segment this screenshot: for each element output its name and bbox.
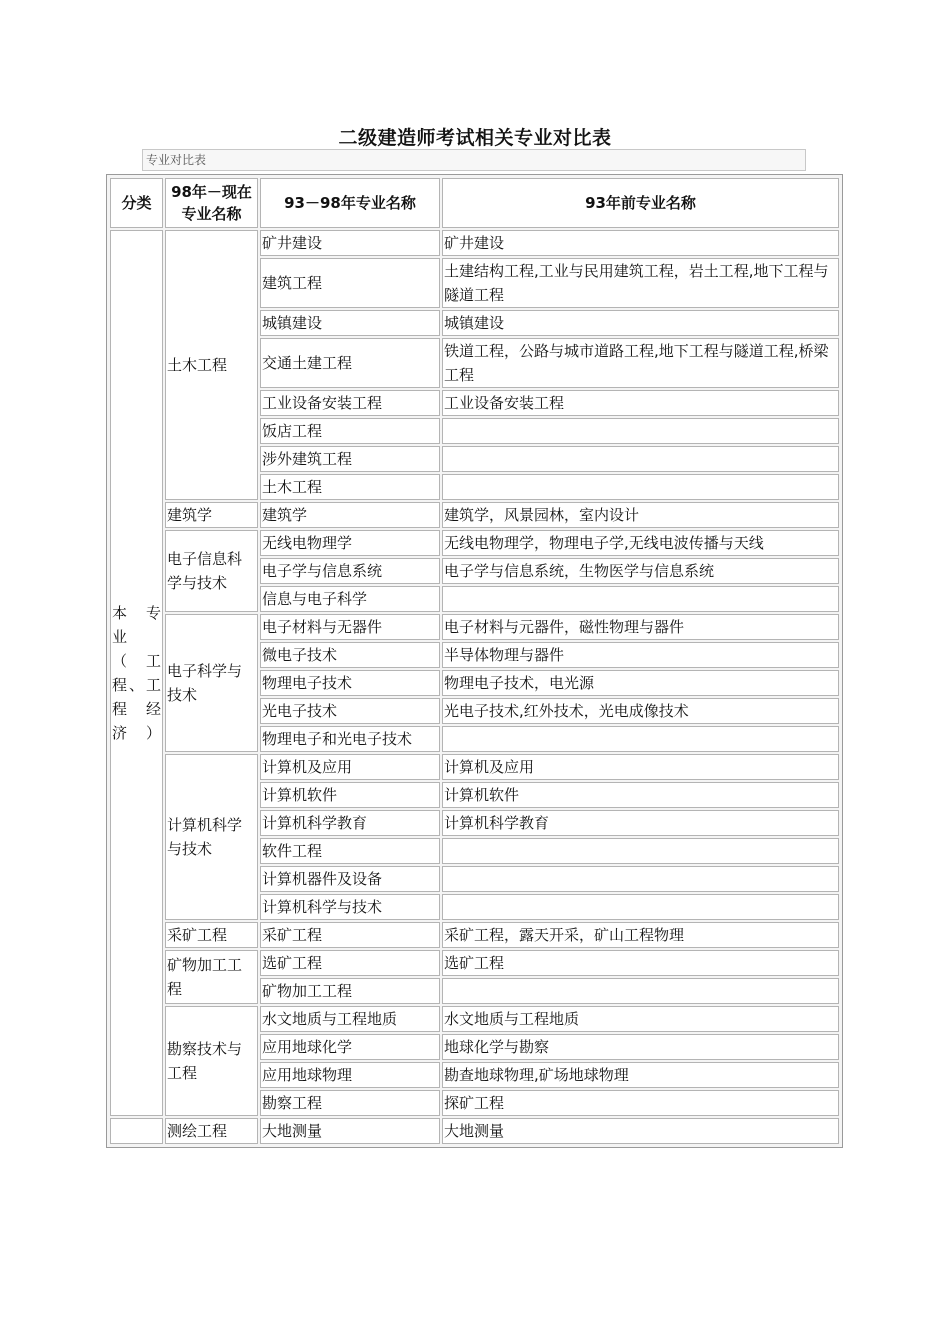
table-row	[110, 502, 839, 528]
pre93-major-cell: 工业设备安装工程	[442, 390, 839, 416]
current-major-cell: 矿物加工工程	[165, 950, 258, 1004]
category-cell	[110, 230, 163, 1116]
pre93-major-cell: 半导体物理与器件	[442, 642, 839, 668]
mid-major-cell: 应用地球化学	[260, 1034, 440, 1060]
pre93-major-cell: 城镇建设	[442, 310, 839, 336]
table-row	[110, 614, 839, 640]
pre93-major-cell: 计算机科学教育	[442, 810, 839, 836]
table-row	[110, 1118, 839, 1144]
mid-major-cell: 信息与电子科学	[260, 586, 440, 612]
mid-major-cell: 计算机科学与技术	[260, 894, 440, 920]
pre93-major-cell: 土建结构工程,工业与民用建筑工程，岩土工程,地下工程与隧道工程	[442, 258, 839, 308]
mid-major-cell: 计算机科学教育	[260, 810, 440, 836]
current-major-cell: 采矿工程	[165, 922, 258, 948]
pre93-major-cell: 铁道工程，公路与城市道路工程,地下工程与隧道工程,桥梁工程	[442, 338, 839, 388]
mid-major-cell: 微电子技术	[260, 642, 440, 668]
table-caption: 专业对比表	[142, 149, 806, 171]
table-row	[110, 1006, 839, 1032]
mid-major-cell: 电子材料与无器件	[260, 614, 440, 640]
pre93-major-cell	[442, 838, 839, 864]
table-row	[110, 230, 839, 256]
mid-major-cell: 电子学与信息系统	[260, 558, 440, 584]
mid-major-cell: 饭店工程	[260, 418, 440, 444]
pre93-major-cell: 电子学与信息系统，生物医学与信息系统	[442, 558, 839, 584]
pre93-major-cell: 电子材料与元器件，磁性物理与器件	[442, 614, 839, 640]
pre93-major-cell	[442, 978, 839, 1004]
header-pre93-name: 93年前专业名称	[442, 178, 839, 228]
mid-major-cell: 计算机及应用	[260, 754, 440, 780]
comparison-table	[108, 176, 841, 1146]
mid-major-cell: 交通土建工程	[260, 338, 440, 388]
mid-major-cell: 计算机软件	[260, 782, 440, 808]
pre93-major-cell: 计算机及应用	[442, 754, 839, 780]
mid-major-cell: 城镇建设	[260, 310, 440, 336]
pre93-major-cell: 地球化学与勘察	[442, 1034, 839, 1060]
mid-major-cell: 物理电子技术	[260, 670, 440, 696]
pre93-major-cell: 勘查地球物理,矿场地球物理	[442, 1062, 839, 1088]
mid-major-cell: 软件工程	[260, 838, 440, 864]
pre93-major-cell	[442, 726, 839, 752]
mid-major-cell: 矿井建设	[260, 230, 440, 256]
mid-major-cell: 矿物加工工程	[260, 978, 440, 1004]
current-major-cell: 电子科学与技术	[165, 614, 258, 752]
mid-major-cell: 水文地质与工程地质	[260, 1006, 440, 1032]
comparison-table-container	[106, 174, 843, 1148]
current-major-cell: 土木工程	[165, 230, 258, 500]
pre93-major-cell	[442, 418, 839, 444]
pre93-major-cell: 建筑学，风景园林，室内设计	[442, 502, 839, 528]
current-major-cell: 勘察技术与工程	[165, 1006, 258, 1116]
pre93-major-cell: 探矿工程	[442, 1090, 839, 1116]
mid-major-cell: 应用地球物理	[260, 1062, 440, 1088]
pre93-major-cell	[442, 446, 839, 472]
mid-major-cell: 勘察工程	[260, 1090, 440, 1116]
header-93-98-name: 93－98年专业名称	[260, 178, 440, 228]
mid-major-cell: 选矿工程	[260, 950, 440, 976]
table-row	[110, 950, 839, 976]
header-row	[110, 178, 839, 228]
mid-major-cell: 物理电子和光电子技术	[260, 726, 440, 752]
mid-major-cell: 光电子技术	[260, 698, 440, 724]
pre93-major-cell	[442, 586, 839, 612]
pre93-major-cell	[442, 866, 839, 892]
mid-major-cell: 采矿工程	[260, 922, 440, 948]
table-row	[110, 530, 839, 556]
table-body	[110, 230, 839, 1144]
category-cell-empty	[110, 1118, 163, 1144]
mid-major-cell: 土木工程	[260, 474, 440, 500]
current-major-cell: 建筑学	[165, 502, 258, 528]
mid-major-cell: 涉外建筑工程	[260, 446, 440, 472]
mid-major-cell: 大地测量	[260, 1118, 440, 1144]
pre93-major-cell: 无线电物理学，物理电子学,无线电波传播与天线	[442, 530, 839, 556]
table-row	[110, 922, 839, 948]
header-category: 分类	[110, 178, 163, 228]
header-current-name: 98年－现在专业名称	[165, 178, 258, 228]
current-major-cell: 测绘工程	[165, 1118, 258, 1144]
pre93-major-cell: 大地测量	[442, 1118, 839, 1144]
pre93-major-cell: 矿井建设	[442, 230, 839, 256]
pre93-major-cell: 采矿工程，露天开采，矿山工程物理	[442, 922, 839, 948]
pre93-major-cell: 选矿工程	[442, 950, 839, 976]
mid-major-cell: 工业设备安装工程	[260, 390, 440, 416]
category-label: 本 专业 （工程、工程经济）	[112, 604, 161, 742]
page-title: 二级建造师考试相关专业对比表	[338, 127, 612, 149]
mid-major-cell: 无线电物理学	[260, 530, 440, 556]
pre93-major-cell	[442, 474, 839, 500]
pre93-major-cell: 计算机软件	[442, 782, 839, 808]
mid-major-cell: 计算机器件及设备	[260, 866, 440, 892]
current-major-cell: 电子信息科学与技术	[165, 530, 258, 612]
current-major-cell: 计算机科学与技术	[165, 754, 258, 920]
pre93-major-cell: 物理电子技术，电光源	[442, 670, 839, 696]
pre93-major-cell: 水文地质与工程地质	[442, 1006, 839, 1032]
table-row	[110, 754, 839, 780]
mid-major-cell: 建筑学	[260, 502, 440, 528]
pre93-major-cell	[442, 894, 839, 920]
pre93-major-cell: 光电子技术,红外技术，光电成像技术	[442, 698, 839, 724]
mid-major-cell: 建筑工程	[260, 258, 440, 308]
